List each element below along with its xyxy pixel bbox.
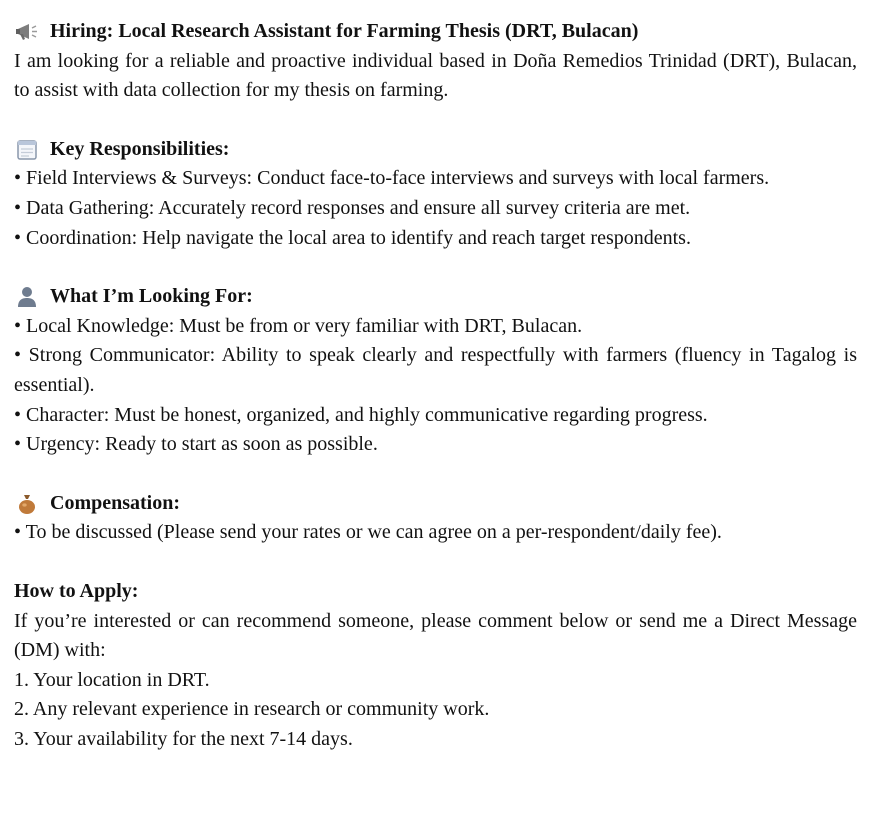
list-item: 2. Any relevant experience in research or community work. [14,698,490,721]
apply-heading [14,577,857,607]
list-item: • Character: Must be honest, organized, and highly communicative regarding progress. [14,401,857,431]
compensation-title: Compensation: [50,491,181,514]
hiring-heading [14,17,857,47]
money-bag-icon [14,491,40,517]
looking-for-heading [14,282,857,312]
hiring-intro: I am looking for a reliable and proactive individual based in Doña Remedios Trinidad (DRT), Bulacan, to assist with data collection for my thesis on farming. [14,49,857,102]
responsibilities-title: Key Responsibilities: [50,137,230,160]
list-item: 3. Your availability for the next 7-14 days. [14,727,353,750]
list-item: • Coordination: Help navigate the local area to identify and reach target respondents. [14,224,857,254]
compensation-heading [14,489,857,519]
list-item: • Local Knowledge: Must be from or very familiar with DRT, Bulacan. [14,312,857,342]
list-item: • Urgency: Ready to start as soon as possible. [14,430,857,460]
responsibilities-heading [14,135,857,165]
megaphone-icon [14,19,40,45]
list-item: 1. Your location in DRT. [14,668,210,691]
apply-title: How to Apply: [14,579,139,602]
list-item: • Strong Communicator: Ability to speak clearly and respectfully with farmers (fluency in Tagalog is essential). [14,341,857,400]
clipboard-icon [14,137,40,163]
list-item: • Field Interviews & Surveys: Conduct face-to-face interviews and surveys with local farmers. [14,164,857,194]
hiring-title: Hiring: Local Research Assistant for Farming Thesis (DRT, Bulacan) [50,20,639,42]
looking-for-title: What I’m Looking For: [50,285,253,308]
apply-intro: If you’re interested or can recommend someone, please comment below or send me a Direct Message (DM) with: [14,609,857,662]
person-icon [14,284,40,310]
list-item: • To be discussed (Please send your rates or we can agree on a per-respondent/daily fee). [14,518,857,548]
list-item: • Data Gathering: Accurately record responses and ensure all survey criteria are met. [14,194,857,224]
